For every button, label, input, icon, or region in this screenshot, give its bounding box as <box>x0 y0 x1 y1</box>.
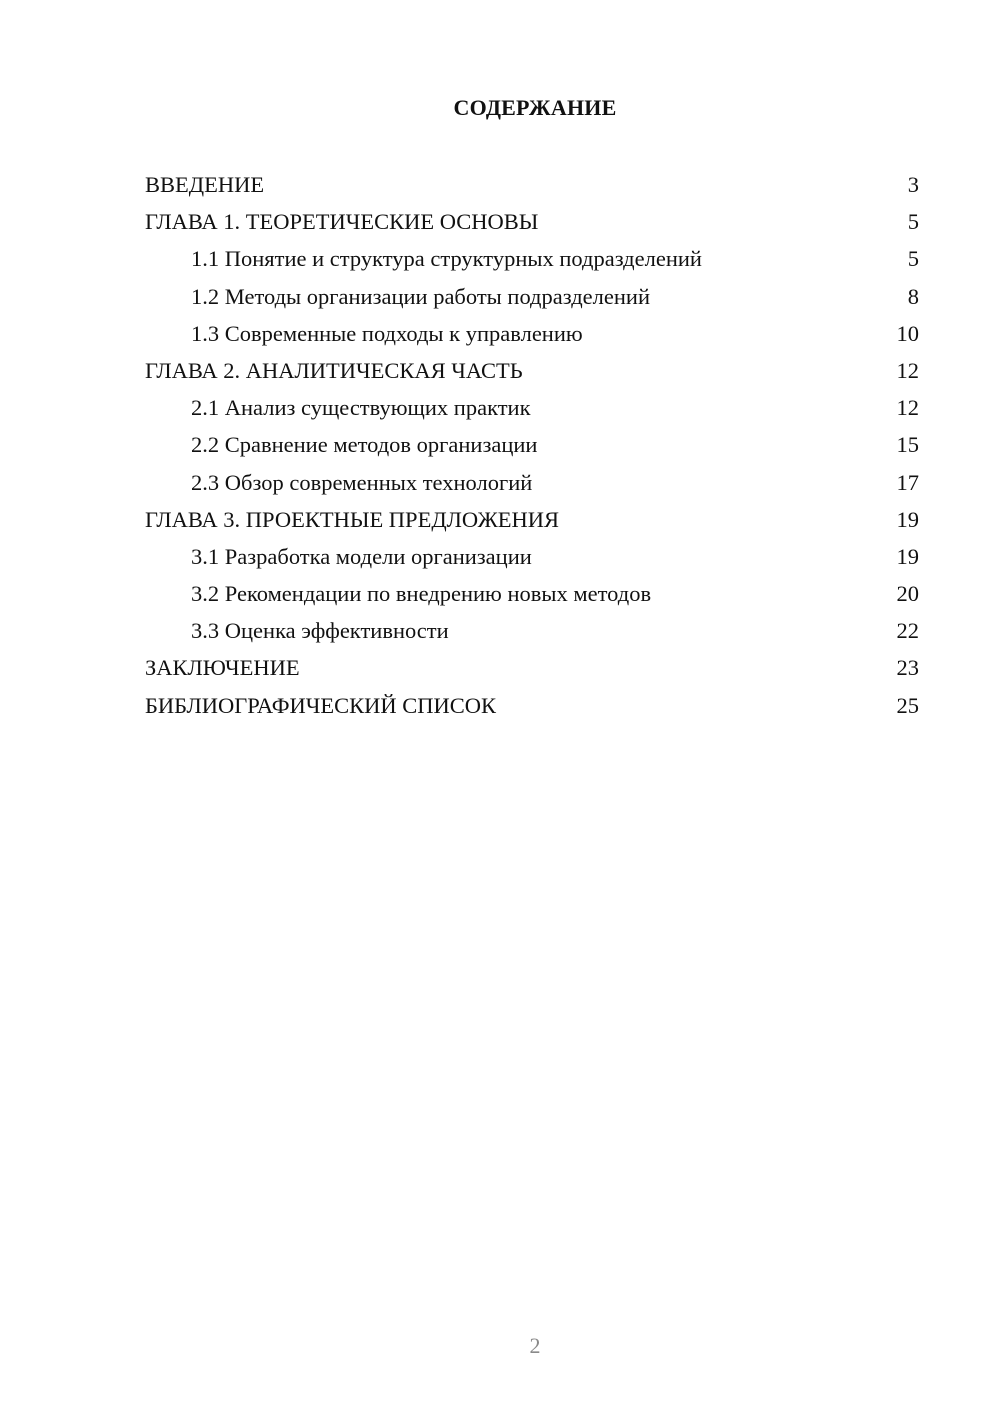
toc-entry-label: 1.1 Понятие и структура структурных подразделений <box>191 246 702 272</box>
toc-entry-page: 25 <box>896 692 919 718</box>
toc-entry-page: 12 <box>896 357 919 383</box>
toc-entry-section-2-3 <box>145 464 919 501</box>
page-number: 2 <box>529 1333 541 1358</box>
toc-entry-page: 19 <box>896 506 919 532</box>
toc-entry-page: 3 <box>907 172 919 197</box>
toc-entry-chapter-3 <box>145 501 919 538</box>
toc-entry-page: 5 <box>907 246 919 272</box>
toc-entry-label: 3.3 Оценка эффективности <box>191 618 449 644</box>
toc-entry-label: 2.2 Сравнение методов организации <box>191 432 538 458</box>
toc-entry-label: ГЛАВА 1. ТЕОРЕТИЧЕСКИЕ ОСНОВЫ <box>145 209 539 235</box>
toc-entry-section-1-2 <box>145 278 919 315</box>
toc-entry-label: ГЛАВА 3. ПРОЕКТНЫЕ ПРЕДЛОЖЕНИЯ <box>145 506 560 532</box>
toc-entry-page: 17 <box>896 469 919 495</box>
toc-entry-bibliography <box>145 687 919 724</box>
toc-entry-page: 5 <box>907 209 919 235</box>
toc-entry-section-1-1 <box>145 240 919 277</box>
toc-entry-label: БИБЛИОГРАФИЧЕСКИЙ СПИСОК <box>145 692 497 718</box>
toc-entry-page: 8 <box>907 283 919 309</box>
toc-entry-label: ЗАКЛЮЧЕНИЕ <box>145 655 300 681</box>
toc-entry-introduction <box>145 166 919 203</box>
toc-entry-section-3-2 <box>145 575 919 612</box>
toc-entry-label: 3.1 Разработка модели организации <box>191 543 532 569</box>
toc-entry-label: ВВЕДЕНИЕ <box>145 172 265 197</box>
toc-entry-section-2-1 <box>145 389 919 426</box>
toc-entry-label: 1.2 Методы организации работы подразделений <box>191 283 650 309</box>
table-of-contents <box>145 166 919 724</box>
toc-entry-section-3-1 <box>145 538 919 575</box>
toc-entry-page: 22 <box>896 618 919 644</box>
toc-entry-label: 2.1 Анализ существующих практик <box>191 395 531 421</box>
toc-entry-section-3-3 <box>145 612 919 649</box>
toc-entry-chapter-1 <box>145 203 919 240</box>
toc-entry-page: 20 <box>896 581 919 607</box>
toc-entry-label: ГЛАВА 2. АНАЛИТИЧЕСКАЯ ЧАСТЬ <box>145 357 523 383</box>
toc-entry-page: 12 <box>896 395 919 421</box>
toc-entry-page: 15 <box>896 432 919 458</box>
toc-entry-conclusion <box>145 649 919 686</box>
toc-title: СОДЕРЖАНИЕ <box>453 95 617 120</box>
toc-entry-label: 1.3 Современные подходы к управлению <box>191 320 583 346</box>
toc-entry-chapter-2 <box>145 352 919 389</box>
toc-entry-label: 2.3 Обзор современных технологий <box>191 469 533 495</box>
toc-entry-section-2-2 <box>145 426 919 463</box>
toc-entry-page: 19 <box>896 543 919 569</box>
toc-entry-page: 23 <box>896 655 919 681</box>
toc-entry-section-1-3 <box>145 315 919 352</box>
toc-entry-label: 3.2 Рекомендации по внедрению новых методов <box>191 581 652 607</box>
toc-entry-page: 10 <box>896 320 919 346</box>
